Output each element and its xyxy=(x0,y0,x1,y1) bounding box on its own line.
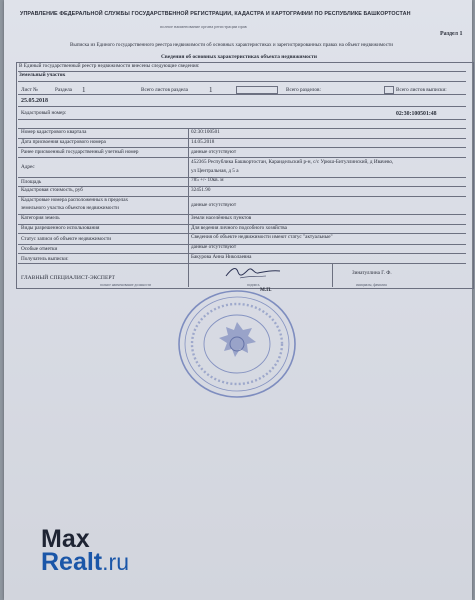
section-label: Раздела xyxy=(55,87,72,93)
document-title: Сведения об основных характеристиках объекта недвижимости xyxy=(161,54,317,60)
pages-section-label: Всего листов раздела xyxy=(141,87,188,93)
row-value-inner-objects: данные отсутствуют xyxy=(191,202,237,208)
row-label-recipient: Получатель выписки: xyxy=(21,256,69,262)
row-label-inner-objects: Кадастровые номера расположенных в пределах xyxy=(21,197,129,203)
maxrealt-watermark-logo xyxy=(41,525,129,576)
row-label-area: Площадь xyxy=(21,179,42,185)
cadastral-label: Кадастровый номер: xyxy=(21,110,67,116)
registry-line: В Единый государственный реестр недвижимости внесены следующие сведения: xyxy=(19,63,200,69)
section-value: 1 xyxy=(82,86,86,94)
signer-position: ГЛАВНЫЙ СПЕЦИАЛИСТ-ЭКСПЕРТ xyxy=(21,275,115,281)
signer-name: Зинатуллина Г. Ф. xyxy=(352,270,392,276)
row-value-previous-number: данные отсутствуют xyxy=(191,149,237,155)
logo-tld: .ru xyxy=(102,548,129,575)
row-value-kvartal: 02:30:100501 xyxy=(191,129,220,135)
logo-brand-dark: Max xyxy=(41,525,90,553)
row-value-record-status: Сведения об объекте недвижимости имеют статус "актуальные" xyxy=(191,234,333,240)
section-corner-label: Раздел 1 xyxy=(440,31,463,37)
row-value-special-marks: данные отсутствуют xyxy=(191,244,237,250)
pages-section-value: 1 xyxy=(209,86,213,94)
extract-intro: Выписка из Единого государственного реестра недвижимости об основных характеристиках и зарегистрированных правах на объект недвижимости xyxy=(70,42,393,48)
row-label-cadastral-cost: Кадастровая стоимость, руб xyxy=(21,187,83,193)
agency-sub-caption: полное наименование органа регистрации прав xyxy=(160,24,247,29)
logo-brand-blue: Realt xyxy=(41,547,103,576)
extract-date: 25.05.2018 xyxy=(21,98,48,104)
stamp-seal-graphic xyxy=(176,288,298,400)
stamp-place-label: М.П. xyxy=(260,287,272,293)
cadastral-number: 02:30:100501:48 xyxy=(396,111,437,117)
row-label-special-marks: Особые отметки xyxy=(21,246,58,252)
row-value-recipient: Бакурова Анна Николаевна xyxy=(191,254,252,260)
official-stamp xyxy=(176,288,298,400)
row-label-address: Адрес xyxy=(21,164,35,170)
row-label-inner-objects-line2: земельного участка объектов недвижимости xyxy=(21,205,119,211)
row-label-record-status: Статус записи об объекте недвижимости xyxy=(21,236,112,242)
row-value-address-line2: ул Центральная, д 5 а xyxy=(191,168,239,174)
signer-name-caption: инициалы, фамилия xyxy=(356,283,387,287)
object-type: Земельный участок xyxy=(19,72,66,78)
row-label-kvartal: Номер кадастрового квартала xyxy=(21,129,87,135)
row-value-permitted-use: Для ведения личного подсобного хозяйства xyxy=(191,225,287,231)
row-value-date-assigned: 14.05.2018 xyxy=(191,139,215,145)
row-value-area: 785 +/- 10кв. м xyxy=(191,177,224,183)
sign-caption: подпись xyxy=(247,283,260,287)
row-label-date-assigned: Дата присвоения кадастрового номера xyxy=(21,139,106,145)
row-value-address: 452365 Республика Башкортостан, Караидельский р-н, с/с Урюш-Битуллинский, д Ивачево, xyxy=(191,159,394,165)
list-label: Лист № xyxy=(21,87,39,93)
agency-header: УПРАВЛЕНИЕ ФЕДЕРАЛЬНОЙ СЛУЖБЫ ГОСУДАРСТВЕННОЙ РЕГИСТРАЦИИ, КАДАСТРА И КАРТОГРАФИИ ПО РЕСПУБЛИКЕ БАШКОРТОСТАН xyxy=(20,11,411,17)
row-value-cadastral-cost: 32451.90 xyxy=(191,187,211,193)
row-value-land-category: Земли населённых пунктов xyxy=(191,215,252,221)
row-label-land-category: Категория земель xyxy=(21,215,60,221)
row-label-previous-number: Ранее присвоенный государственный учетный номер xyxy=(21,149,139,155)
handwritten-signature xyxy=(224,264,282,280)
document-sheet xyxy=(4,0,472,600)
row-label-permitted-use: Виды разрешенного использования xyxy=(21,225,100,231)
total-sections-label: Всего разделов: xyxy=(286,87,321,93)
total-pages-label: Всего листов выписки: xyxy=(396,87,447,93)
signer-position-caption: полное наименование должности xyxy=(100,283,152,287)
